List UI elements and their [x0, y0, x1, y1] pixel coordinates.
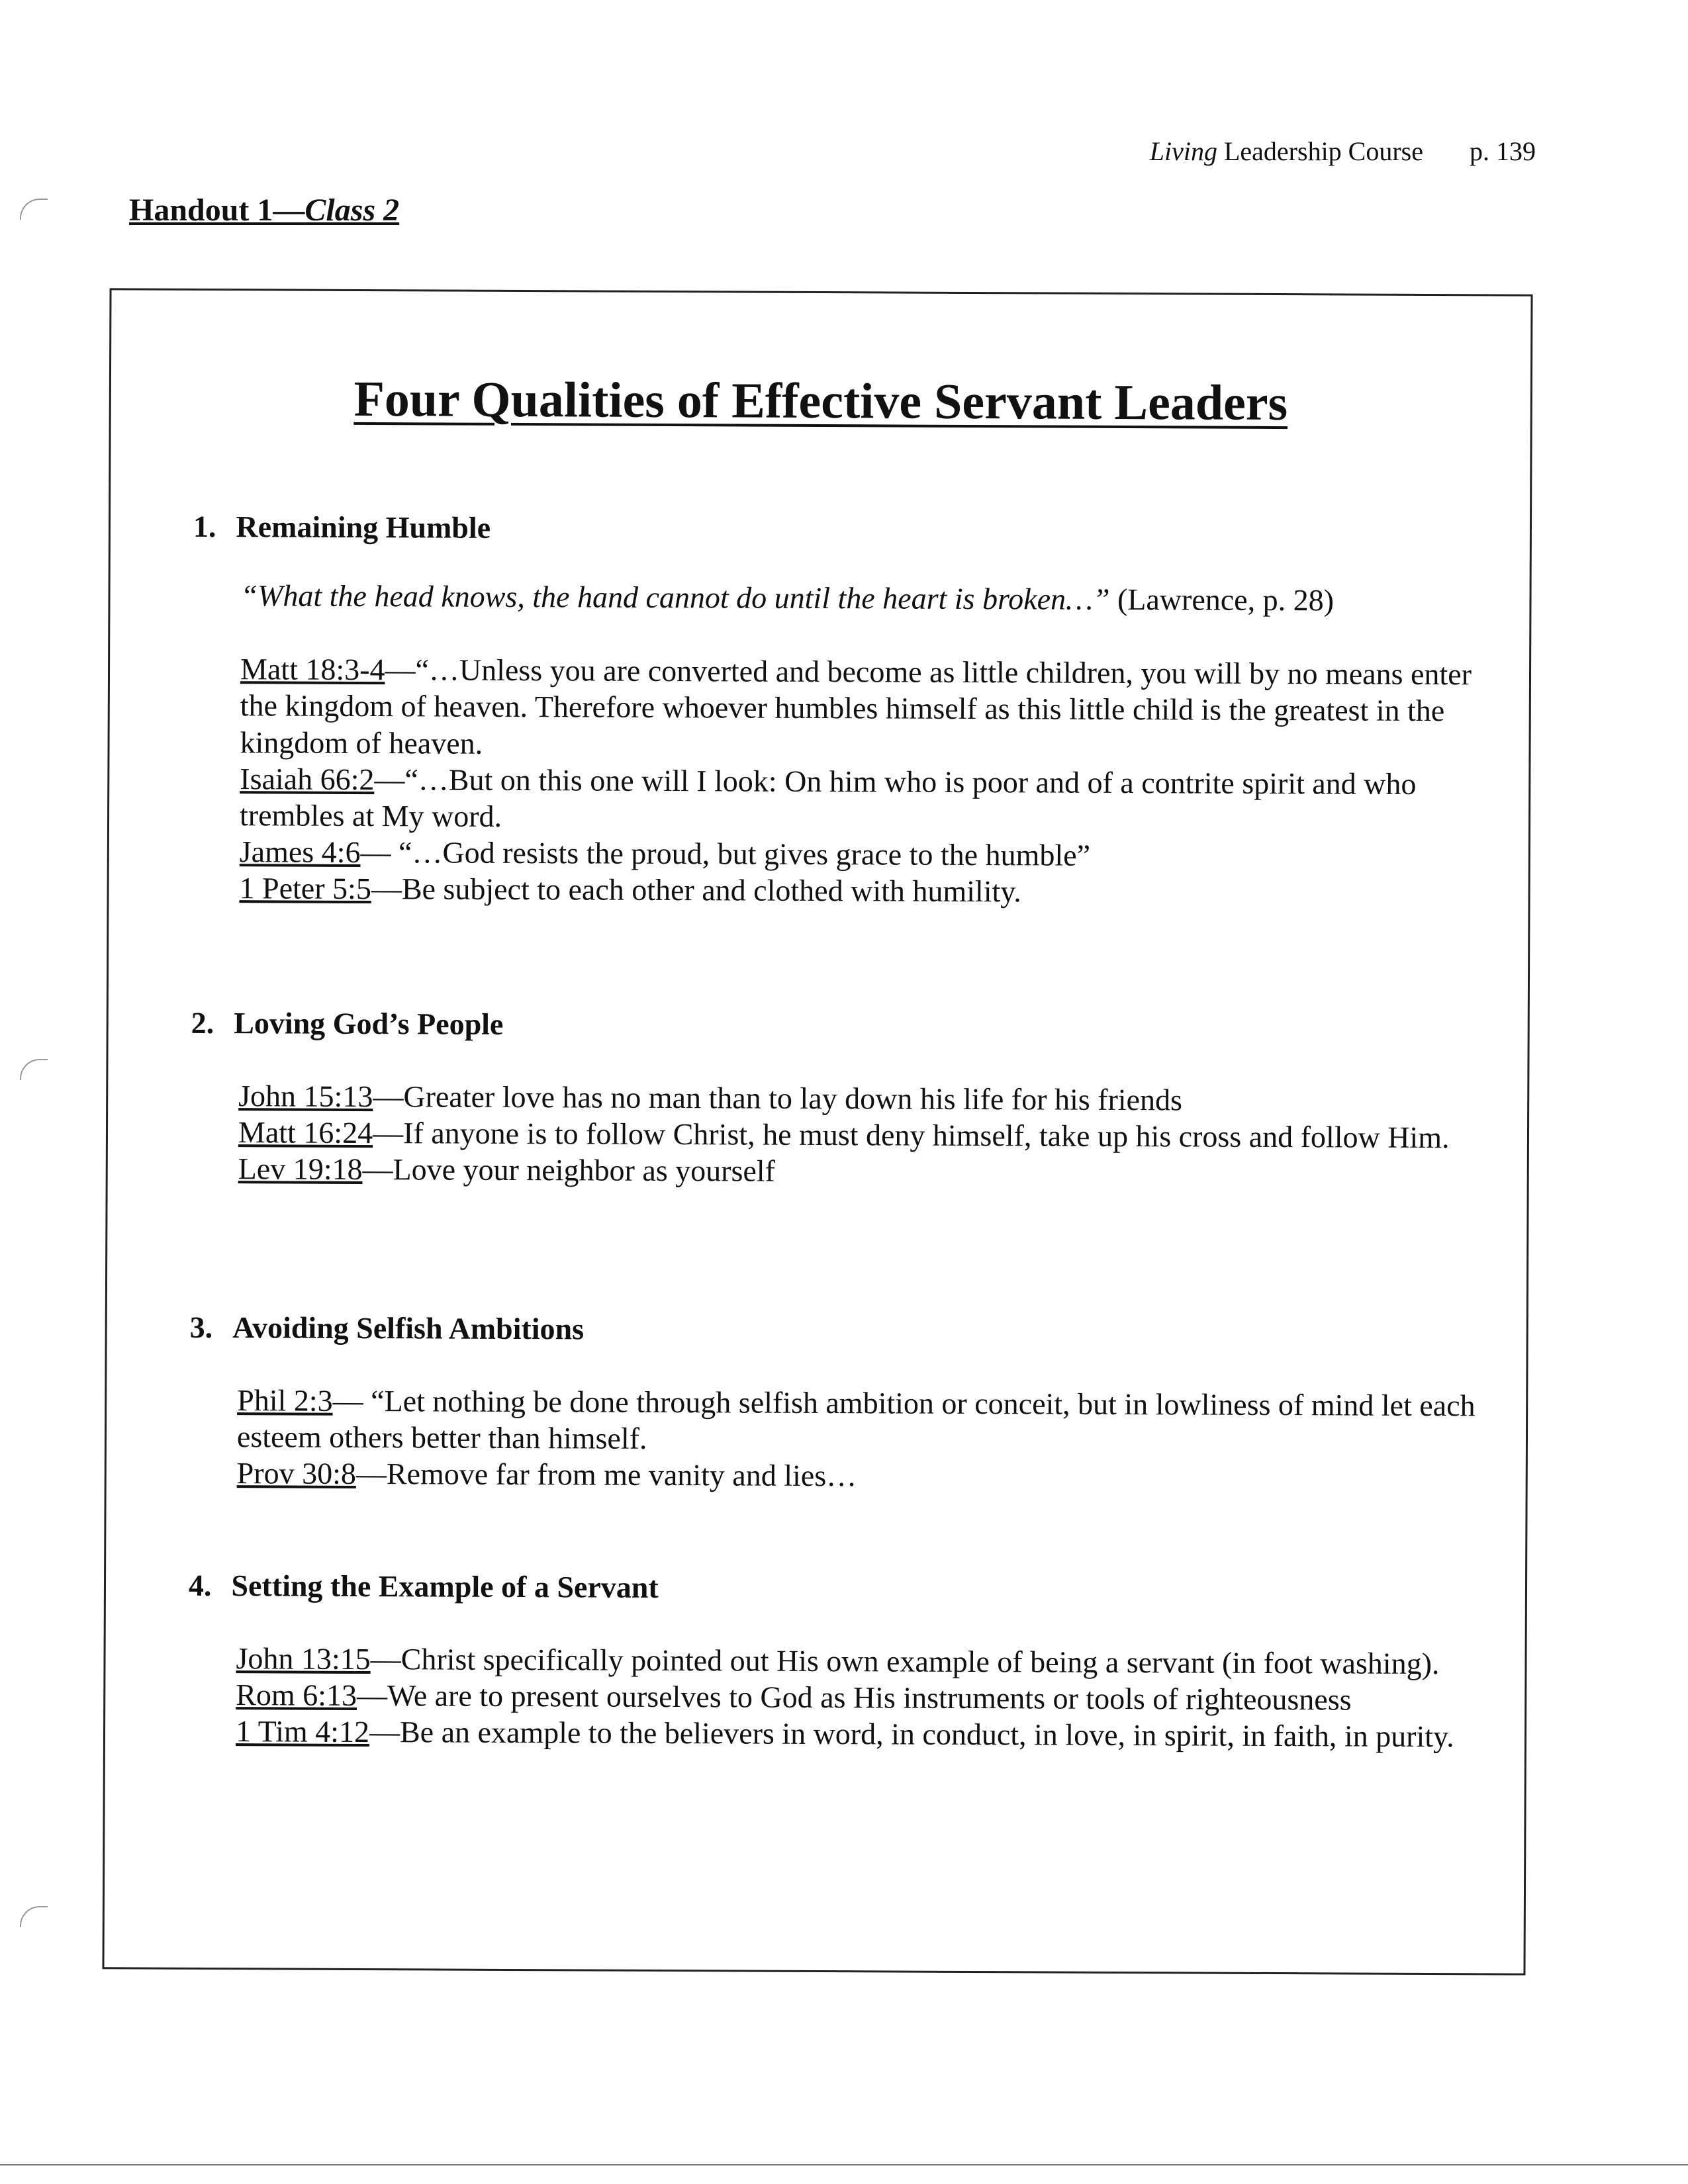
page-number: p. 139	[1470, 136, 1536, 166]
verse	[238, 1077, 1481, 1119]
section-heading	[193, 509, 1483, 550]
verse-text: —Love your neighbor as yourself	[362, 1152, 776, 1189]
section-title: Loving God’s People	[234, 1006, 504, 1041]
verse-reference: Isaiah 66:2	[240, 761, 375, 796]
quote-source: (Lawrence, p. 28)	[1109, 582, 1335, 617]
scan-edge-line	[0, 2164, 1688, 2165]
verse-reference: James 4:6	[239, 835, 361, 870]
verse-text: —Christ specifically pointed out His own example of being a servant (in foot washing).	[370, 1642, 1440, 1681]
verse	[240, 760, 1482, 839]
handout-number: Handout 1—	[129, 193, 305, 228]
section-title: Avoiding Selfish Ambitions	[232, 1310, 585, 1346]
verse-text: —Be an example to the believers in word, in conduct, in love, in spirit, in faith, in purity.	[369, 1715, 1454, 1754]
page-title: Four Qualities of Effective Servant Leaders	[353, 371, 1288, 432]
verse	[237, 1455, 1479, 1497]
verse	[237, 1382, 1479, 1461]
course-title-rest: Leadership Course	[1223, 136, 1423, 166]
verse-text: —Remove far from me vanity and lies…	[355, 1457, 857, 1493]
verse-reference: John 15:13	[238, 1079, 373, 1114]
verse-reference: 1 Peter 5:5	[239, 871, 372, 906]
handout-class: Class 2	[305, 193, 400, 228]
section-title: Remaining Humble	[236, 510, 491, 545]
quote-text: “What the head knows, the hand cannot do until the heart is broken…”	[240, 578, 1110, 616]
verse	[236, 1713, 1478, 1755]
section-avoiding-selfish-ambitions	[189, 1310, 1480, 1497]
handout-label	[129, 192, 399, 228]
scan-margin-mark	[20, 1906, 48, 1927]
course-title	[1150, 136, 1423, 167]
quote	[240, 577, 1483, 619]
verse-text: —Greater love has no man than to lay down his life for his friends	[373, 1079, 1183, 1117]
verse-text: — “Let nothing be done through selfish ambition or conceit, but in lowliness of mind let each esteem others better than himself.	[236, 1383, 1476, 1456]
verse	[238, 1114, 1481, 1156]
section-number: 2.	[191, 1005, 214, 1040]
verse-text: —We are to present ourselves to God as His instruments or tools of righteousness	[356, 1678, 1352, 1717]
page-header	[1150, 136, 1536, 167]
verse	[240, 651, 1483, 766]
section-number: 3.	[189, 1310, 213, 1345]
scan-margin-mark	[20, 199, 48, 220]
verse	[238, 1151, 1481, 1193]
verse	[236, 1676, 1478, 1718]
scan-margin-mark	[20, 1059, 48, 1080]
section-body	[237, 1382, 1480, 1497]
verse-reference: Phil 2:3	[237, 1383, 333, 1418]
verse-text: —Be subject to each other and clothed with humility.	[371, 872, 1021, 909]
section-remaining-humble	[191, 509, 1483, 912]
verse-reference: Lev 19:18	[238, 1152, 363, 1187]
verse-reference: Prov 30:8	[236, 1456, 357, 1491]
section-heading	[189, 1568, 1479, 1609]
verse	[239, 870, 1481, 911]
section-heading	[191, 1005, 1481, 1046]
verse-text: —“…But on this one will I look: On him who is poor and of a contrite spirit and who trembles at My word.	[239, 762, 1417, 833]
verse-reference: Matt 18:3-4	[240, 652, 385, 687]
section-setting-the-example	[188, 1568, 1479, 1755]
verse-reference: Matt 16:24	[238, 1115, 373, 1150]
verse-text: — “…God resists the proud, but gives grace to the humble”	[360, 835, 1091, 872]
verse-reference: 1 Tim 4:12	[235, 1714, 370, 1749]
section-number: 4.	[188, 1568, 212, 1603]
verse-reference: Rom 6:13	[236, 1678, 357, 1713]
section-heading	[190, 1310, 1480, 1351]
section-number: 1.	[193, 509, 216, 544]
section-title: Setting the Example of a Servant	[231, 1569, 659, 1604]
verse	[240, 833, 1482, 875]
verse-text: —“…Unless you are converted and become as little children, you will by no means enter the kingdom of heaven. Therefore whoever humbles himself as this little child is the greatest in the kingdom of heaven.	[240, 653, 1472, 760]
section-body	[238, 1077, 1481, 1193]
verse-text: —If anyone is to follow Christ, he must deny himself, take up his cross and follow Him.	[373, 1116, 1450, 1155]
section-body	[236, 1640, 1479, 1755]
section-body	[239, 577, 1483, 912]
verse	[236, 1640, 1478, 1682]
verse-reference: John 13:15	[236, 1641, 371, 1676]
content-box	[102, 288, 1532, 1975]
course-title-italic: Living	[1149, 136, 1217, 166]
section-loving-gods-people	[191, 1005, 1481, 1193]
